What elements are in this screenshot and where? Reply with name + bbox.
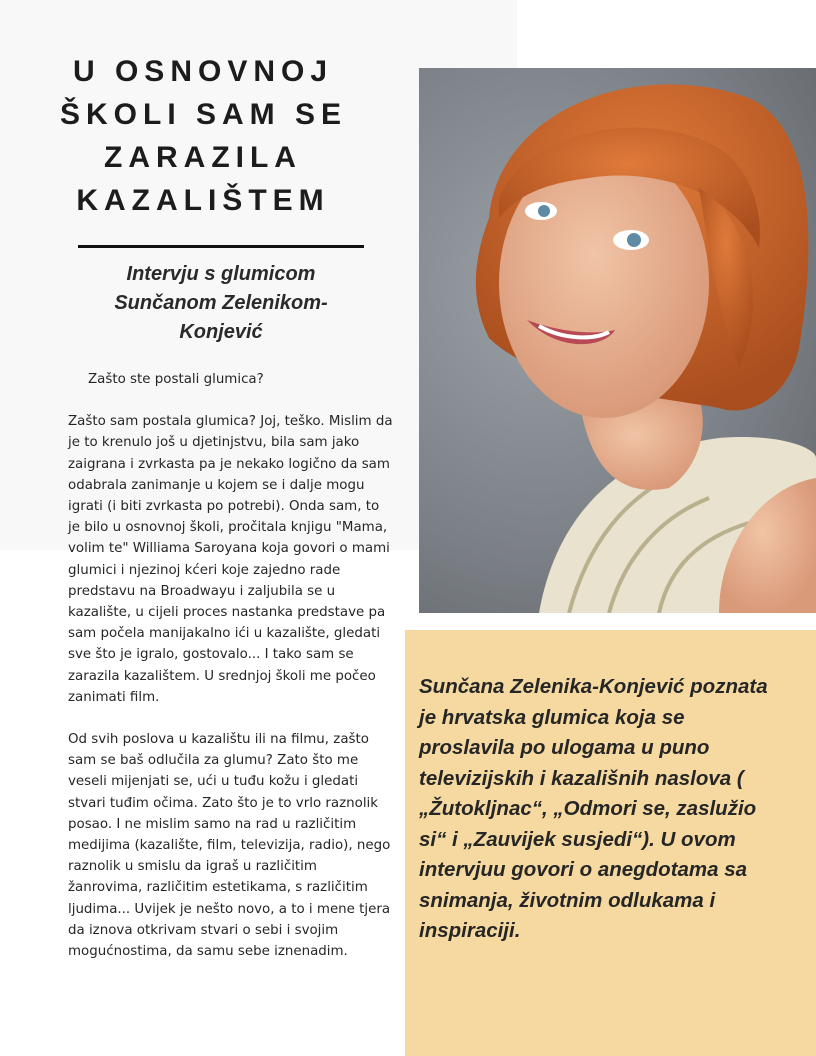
title-line-4: KAZALIŠTEM (76, 184, 330, 217)
interview-question: Zašto ste postali glumica? (88, 372, 264, 387)
interview-answer-paragraph: Zašto sam postala glumica? Joj, teško. Mislim da je to krenulo još u djetinjstvu, bila sam jako zaigrana i zvrkasta pa je nekako logično da sam odabrala zanimanje u kojem se i dalje mogu igrati (i biti zvrkasta po potrebi). Onda sam, to je bilo u osnovnoj školi, pročitala knjigu "Mama, volim te" Williama Saroyana koja govori o mami glumici i njezinoj kćeri koje zajedno rade predstavu na Broadwayu i zaljubila se u kazalište, u cijeli proces nastanka predstave pa sam počela manijakalno ići u kazalište, gledati sve što je igralo, gostovalo... I tako sam se zarazila kazalištem. U srednjoj školi me počeo zanimati film. (68, 414, 393, 705)
title-line-1: U OSNOVNOJ (72, 55, 334, 88)
interview-body (68, 369, 394, 962)
paragraph-spacer (68, 708, 394, 729)
bio-text: Sunčana Zelenika-Konjević poznata je hrvatska glumica koja se proslavila po ulogama u puno televizijskih i kazališnih naslova ( „Žutokljnac“, „Odmori se, zaslužio si“ i „Zauvijek susjedi“). U ovom intervjuu govori o anegdotama sa snimanja, životnim odlukama i inspiraciji. (419, 675, 768, 942)
interview-answer-paragraph: Od svih poslova u kazalištu ili na filmu, zašto sam se baš odlučila za glumu? Zato što me veseli mijenjati se, ući u tuđu kožu i gledati stvari tuđim očima. Zato što je to vrlo raznolik posao. I ne mislim samo na rad u različitim medijima (kazalište, film, televizija, radio), nego raznolik u smislu da igraš u različitim žanrovima, različitim estetikama, s različitim ljudima... Uvijek je nešto novo, a to i mene tjera da iznova otkrivam stvari o sebi i svojim mogućnostima, da samu sebe iznenadim. (68, 732, 391, 960)
subtitle: Intervju s glumicom Sunčanom Zelenikom-Konjević (114, 263, 328, 343)
title-line-3: ZARAZILA (104, 141, 302, 174)
portrait-illustration (419, 68, 816, 613)
title-line-2: ŠKOLI SAM SE (60, 98, 348, 131)
title-divider (78, 245, 364, 248)
portrait-photo (419, 68, 816, 613)
